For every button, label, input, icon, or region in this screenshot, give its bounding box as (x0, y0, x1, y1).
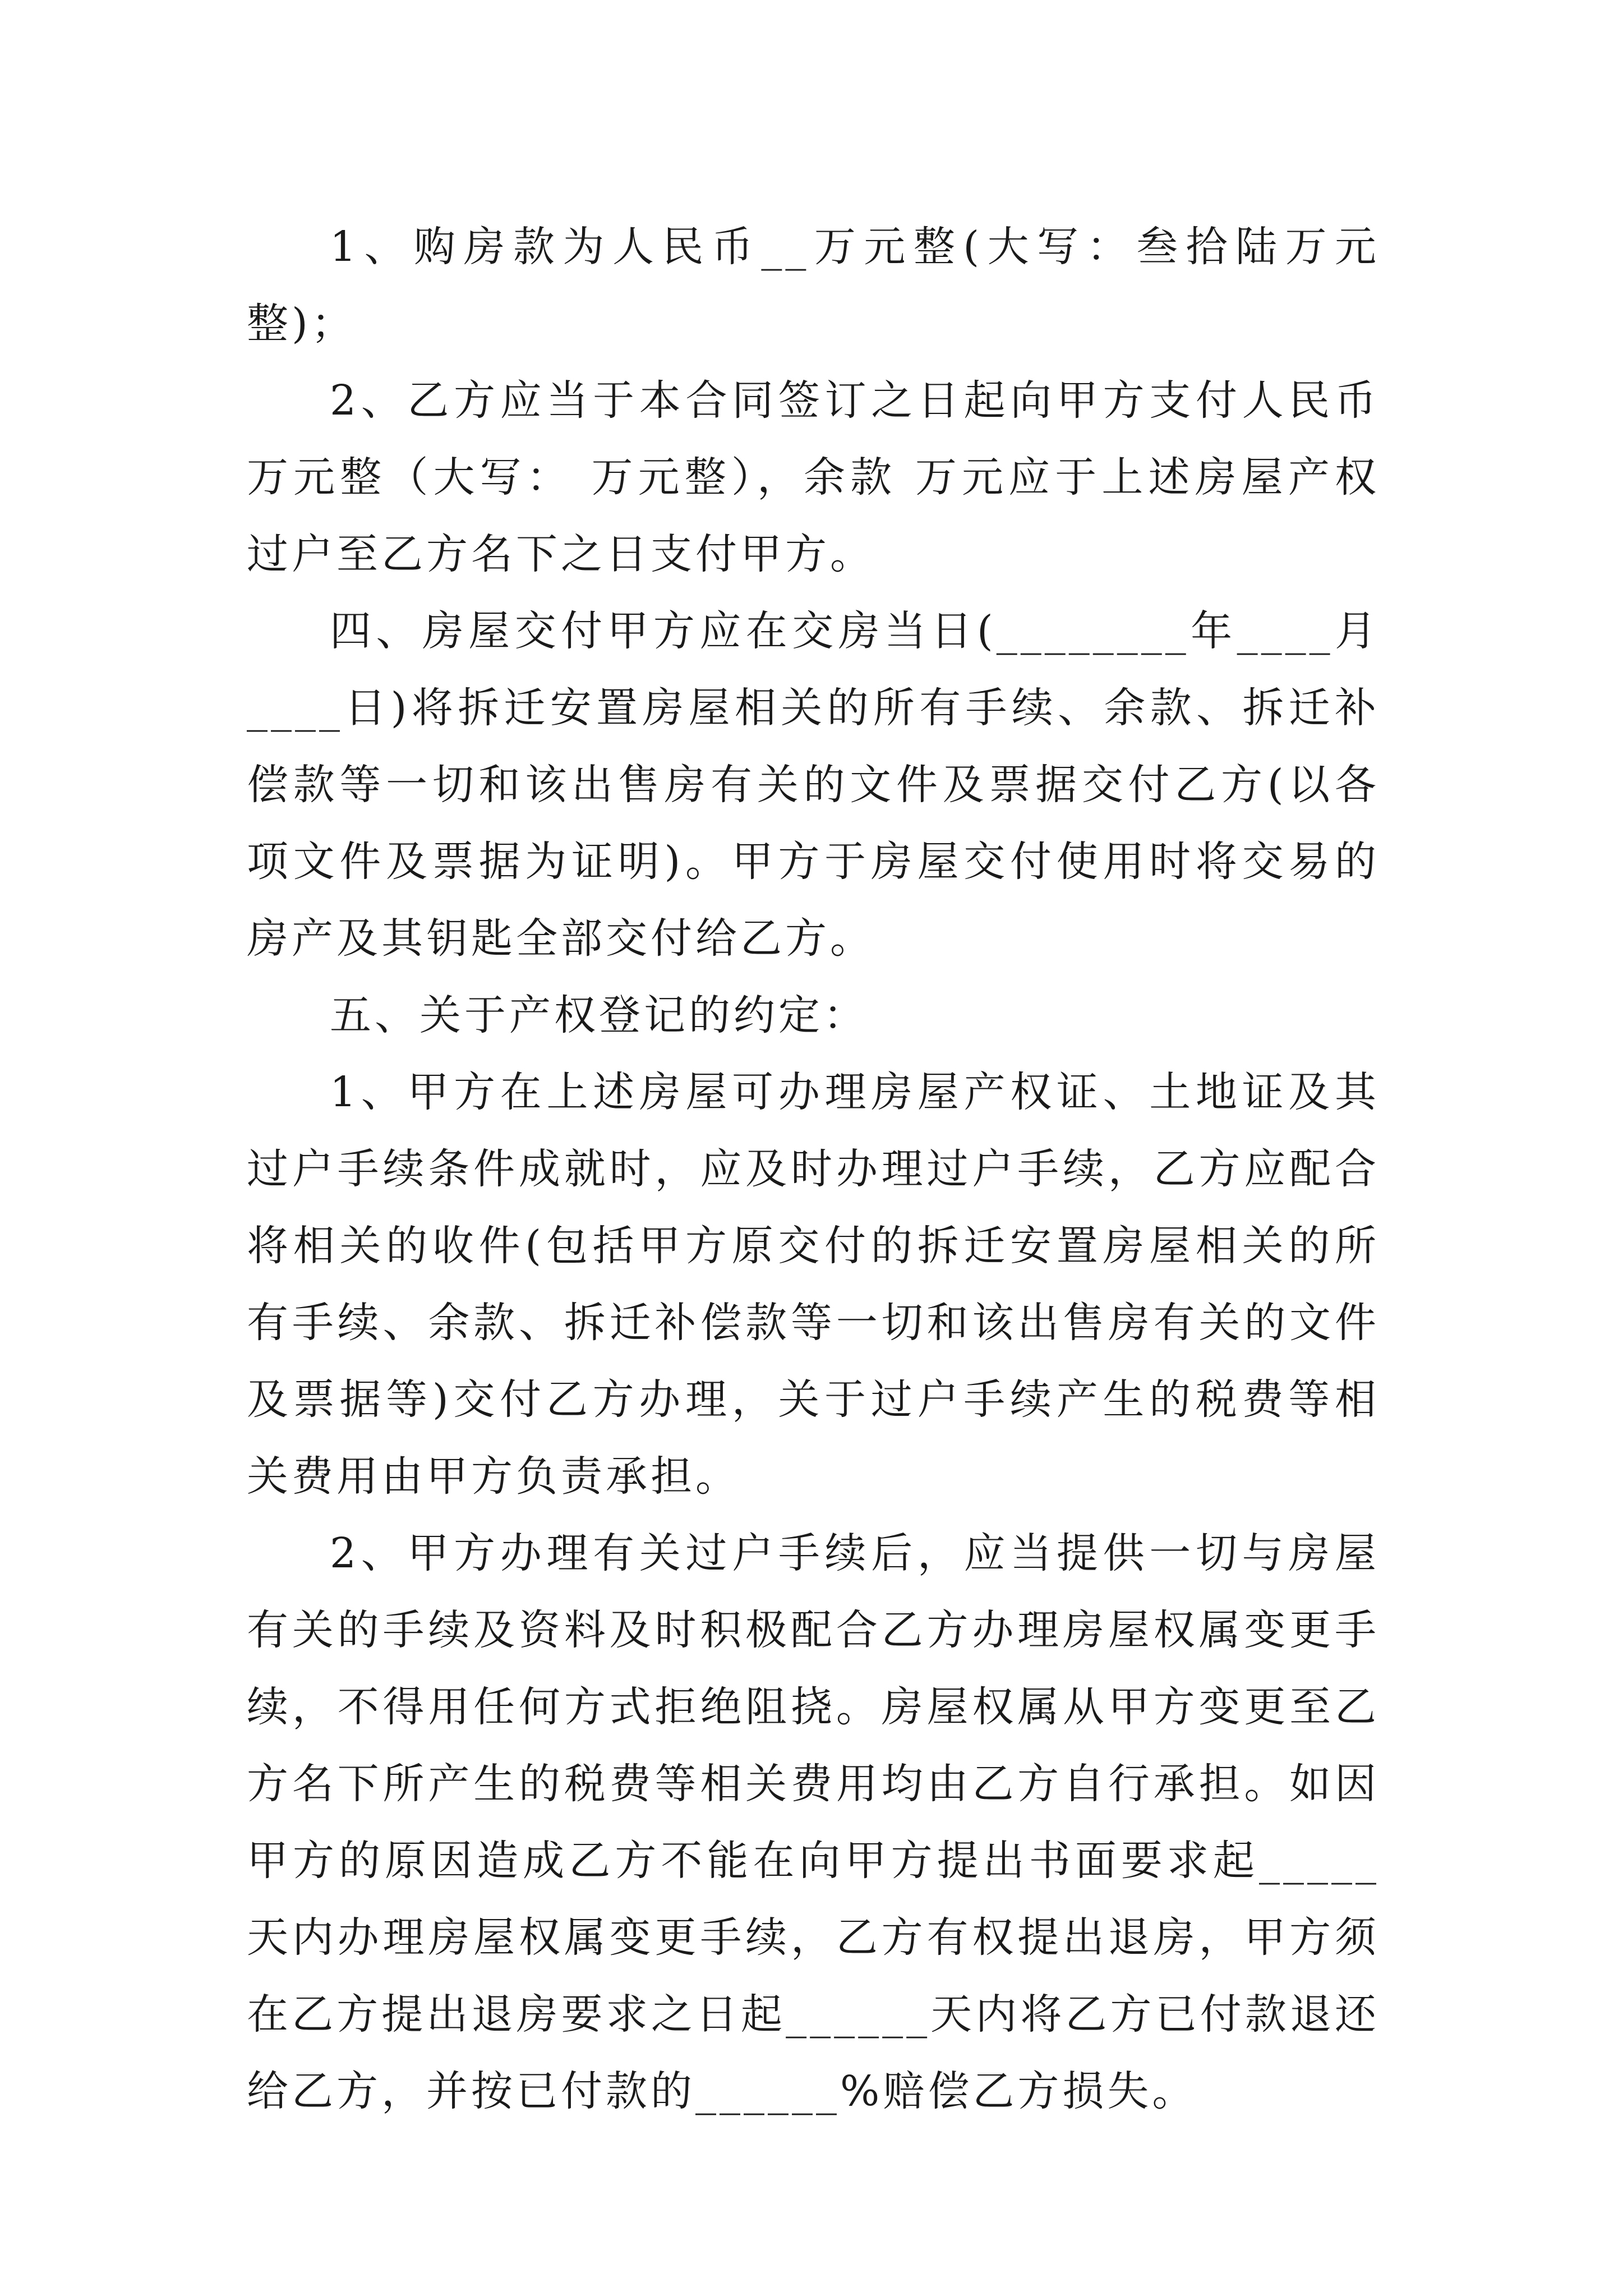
paragraph-transfer-procedure: 1、甲方在上述房屋可办理房屋产权证、土地证及其过户手续条件成就时，应及时办理过户手续，乙方应配合将相关的收件(包括甲方原交付的拆迁安置房屋相关的所有手续、余款、拆迁补偿款等一切和该出售房有关的文件及票据等)交付乙方办理，关于过户手续产生的税费等相关费用由甲方负责承担。 (247, 1068, 1380, 1501)
paragraph-payment-schedule: 2、乙方应当于本合同签订之日起向甲方支付人民币 万元整（大写： 万元整），余款 万元应于上述房屋产权过户至乙方名下之日支付甲方。 (247, 376, 1396, 578)
paragraph-ownership-change: 2、甲方办理有关过户手续后，应当提供一切与房屋有关的手续及资料及时积极配合乙方办理房屋权属变更手续，不得用任何方式拒绝阻挠。房屋权属从甲方变更至乙方名下所产生的税费等相关费用均由乙方自行承担。如因甲方的原因造成乙方不能在向甲方提出书面要求起_____天内办理房屋权属变更手续，乙方有权提出退房，甲方须在乙方提出退房要求之日起______天内将乙方已付款退还给乙方，并按已付款的______%赔偿乙方损失。 (247, 1529, 1380, 2115)
paragraph-registration-heading: 五、关于产权登记的约定： (330, 991, 868, 1039)
paragraph-payment-amount: 1、购房款为人民币__万元整(大写：叁拾陆万元整)； (247, 223, 1380, 348)
document-body (247, 209, 1396, 2130)
paragraph-house-delivery: 四、房屋交付甲方应在交房当日(________年____月____日)将拆迁安置房屋相关的所有手续、余款、拆迁补偿款等一切和该出售房有关的文件及票据交付乙方(以各项文件及票据为证明)。甲方于房屋交付使用时将交易的房产及其钥匙全部交付给乙方。 (247, 607, 1380, 963)
